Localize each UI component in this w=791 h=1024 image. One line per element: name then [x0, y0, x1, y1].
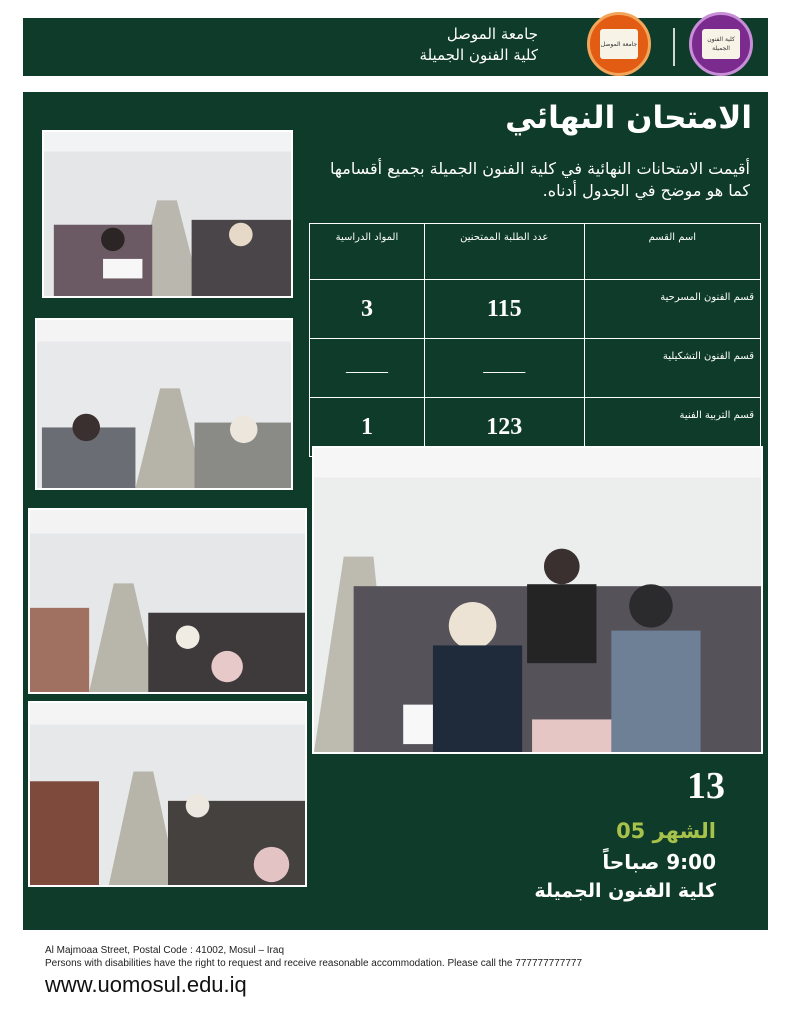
college-logo-emblem: كلية الفنون الجميلة	[702, 29, 740, 59]
row-dept: قسم التربية الفنية	[584, 398, 760, 457]
university-name: جامعة الموصل	[446, 25, 538, 43]
exam-time: 9:00 صباحاً	[602, 850, 716, 874]
footer-website-link[interactable]: www.uomosul.edu.iq	[45, 972, 247, 997]
row-students: 115	[424, 280, 584, 339]
row-subjects: 1	[310, 398, 425, 457]
college-name: كلية الفنون الجميلة	[419, 46, 538, 64]
exam-photo-4	[28, 701, 307, 887]
exam-month: الشهر 05	[616, 819, 716, 843]
header-students: عدد الطلبة الممتحنين	[424, 224, 584, 280]
header-bar	[23, 18, 768, 76]
college-logo	[689, 12, 753, 76]
table-row	[310, 339, 761, 398]
header-subjects: المواد الدراسية	[310, 224, 425, 280]
exam-photo-1	[42, 130, 293, 298]
table-row	[310, 280, 761, 339]
row-subjects: ______	[310, 339, 425, 398]
exam-photo-2	[35, 318, 293, 490]
logo-divider	[673, 28, 675, 66]
intro-text: أقيمت الامتحانات النهائية في كلية الفنون الجميلة بجميع أقسامها كما هو موضح في الجدول أدناه.	[330, 159, 750, 200]
row-dept: قسم الفنون التشكيلية	[584, 339, 760, 398]
exam-table	[309, 223, 761, 457]
exam-place: كلية الفنون الجميلة	[534, 880, 716, 902]
row-students: ______	[424, 339, 584, 398]
exam-photo-3	[28, 508, 307, 694]
university-logo	[587, 12, 651, 76]
header-dept: اسم القسم	[584, 224, 760, 280]
exam-day: 13	[687, 765, 725, 807]
main-panel	[23, 92, 768, 930]
row-dept: قسم الفنون المسرحية	[584, 280, 760, 339]
footer-address: Al Majmoaa Street, Postal Code : 41002, Mosul – Iraq	[45, 945, 285, 956]
exam-photo-main	[312, 446, 763, 754]
row-subjects: 3	[310, 280, 425, 339]
university-logo-emblem: جامعة الموصل	[600, 29, 638, 59]
page-title: الامتحان النهائي	[505, 100, 752, 136]
table-header-row	[310, 224, 761, 280]
footer-accessibility: Persons with disabilities have the right to request and receive reasonable accommodation. Please call the 777777777777	[45, 958, 583, 969]
row-students: 123	[424, 398, 584, 457]
header-text	[420, 24, 538, 66]
